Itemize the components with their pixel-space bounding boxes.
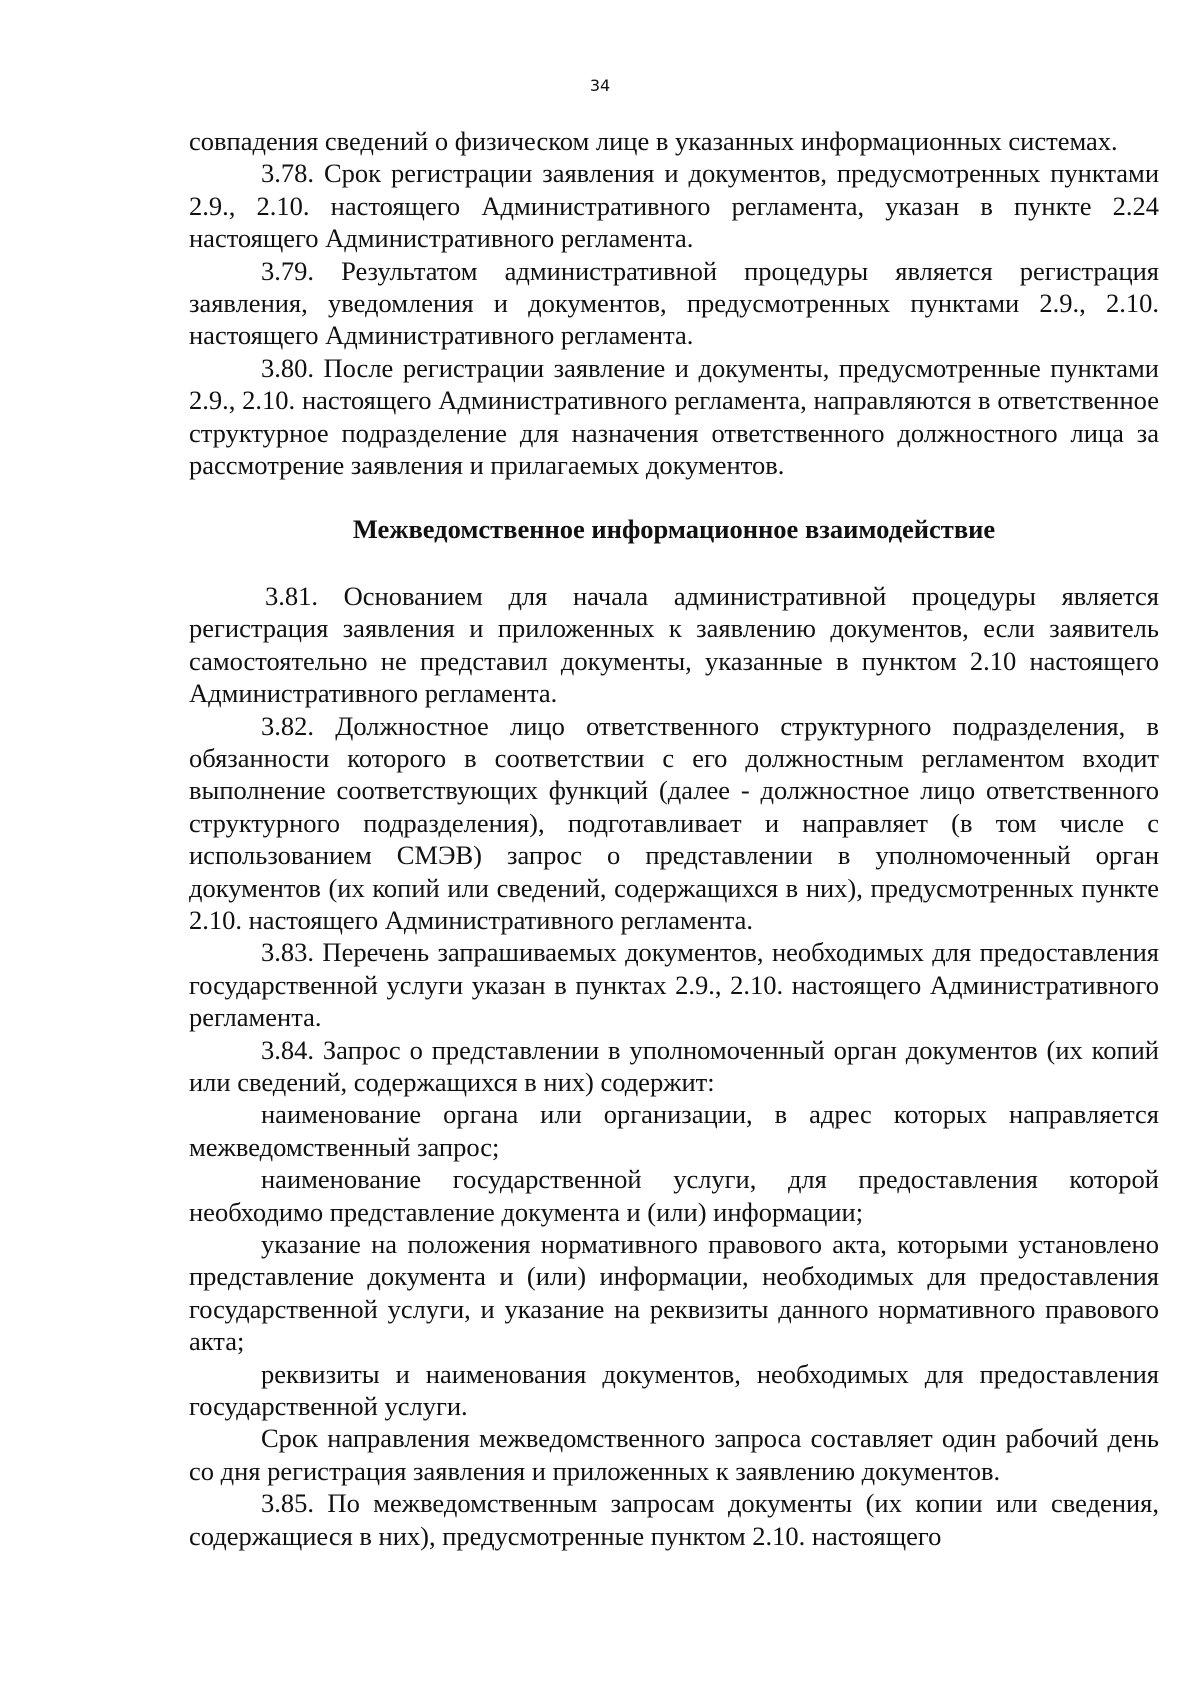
- paragraph-3-84: 3.84. Запрос о представлении в уполномоченный орган документов (их копий или сведений, содержащихся в них) содержит:: [189, 1034, 1159, 1097]
- paragraph-3-81: 3.81. Основанием для начала административной процедуры является регистрация заявления и приложенных к заявлению документов, если заявитель самостоятельно не представил документы, указанные в пунктом 2.10 настоящего Административного регламента.: [189, 580, 1159, 709]
- paragraph-continuation: совпадения сведений о физическом лице в указанных информационных системах.: [189, 126, 1118, 156]
- paragraph-3-79: 3.79. Результатом административной процедуры является регистрация заявления, уведомления и документов, предусмотренных пунктами 2.9., 2.10. настоящего Административного регламента.: [189, 255, 1159, 351]
- list-item-legal-act: указание на положения нормативного правового акта, которыми установлено представление документа и (или) информации, необходимых для предоставления государственной услуги, и указание на реквизиты данного нормативного правового акта;: [189, 1229, 1159, 1357]
- document-body: [189, 125, 1159, 1552]
- paragraph-request-deadline: Срок направления межведомственного запроса составляет один рабочий день со дня регистрация заявления и приложенных к заявлению документов.: [189, 1423, 1159, 1486]
- list-item-authority-name: наименование органа или организации, в адрес которых направляется межведомственный запрос;: [189, 1099, 1159, 1162]
- paragraph-3-85: 3.85. По межведомственным запросам документы (их копии или сведения, содержащиеся в них), предусмотренные пунктом 2.10. настоящего: [189, 1488, 1159, 1551]
- section-heading: Межведомственное информационное взаимодействие: [352, 514, 996, 545]
- paragraph-3-78: 3.78. Срок регистрации заявления и документов, предусмотренных пунктами 2.9., 2.10. настоящего Административного регламента, указан в пункте 2.24 настоящего Административного регламента.: [189, 158, 1159, 254]
- list-item-document-requisites: реквизиты и наименования документов, необходимых для предоставления государственной услуги.: [189, 1358, 1159, 1422]
- list-item-service-name: наименование государственной услуги, для предоставления которой необходимо представление документа и (или) информации;: [189, 1164, 1159, 1227]
- paragraph-3-82: 3.82. Должностное лицо ответственного структурного подразделения, в обязанности которого в соответствии с его должностным регламентом входит выполнение соответствующих функций (далее - должностное лицо ответственного структурного подразделения), подготавливает и направляет (в том числе с использованием СМЭВ) запрос о представлении в уполномоченный орган документов (их копий или сведений, содержащихся в них), предусмотренных пункте 2.10. настоящего Административного регламента.: [189, 710, 1159, 935]
- page-number: 34: [589, 76, 611, 95]
- paragraph-3-83: 3.83. Перечень запрашиваемых документов, необходимых для предоставления государственной услуги указан в пунктах 2.9., 2.10. настоящего Административного регламента.: [189, 937, 1159, 1033]
- paragraph-3-80: 3.80. После регистрации заявление и документы, предусмотренные пунктами 2.9., 2.10. настоящего Административного регламента, направляются в ответственное структурное подразделение для назначения ответственного должностного лица за рассмотрение заявления и прилагаемых документов.: [189, 352, 1159, 481]
